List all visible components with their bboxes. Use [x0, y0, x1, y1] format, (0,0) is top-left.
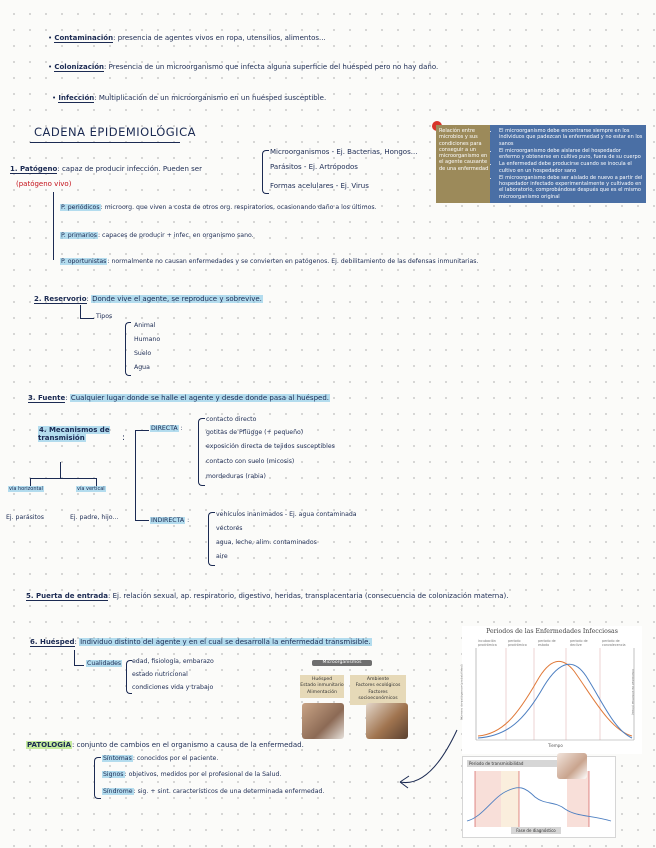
patologia-text: conjunto de cambios en el organismo a causa de la enfermedad.	[76, 741, 304, 749]
diagram-left-item: Alimentación	[306, 689, 338, 695]
term: Infección	[58, 94, 95, 102]
patologia-desc: sig. + sint. característicos de una determinada enfermedad.	[137, 788, 325, 795]
type-item: Microorganismos - Ej. Bacterias, Hongos...	[270, 148, 418, 156]
definition-contaminacion: • Contaminación: presencia de agentes vivos en ropa, utensilios, alimentos...	[48, 34, 326, 42]
patologia-desc: objetivos, medidos por el profesional de la Salud.	[128, 771, 282, 778]
type-item: Parásitos - Ej. Artrópodos	[270, 163, 358, 171]
chart1-orange-curve	[478, 661, 632, 736]
diagram-right-item: Factores ecológicos	[355, 683, 401, 689]
definition-text: Presencia de un microorganismo que infecta alguna superficie del huésped pero no hay daño.	[108, 63, 439, 71]
sub-text: capaces de producir + infec. en organismo sano.	[102, 232, 254, 239]
chart1-period-label: período de estado	[538, 639, 556, 647]
definition-colonizacion: • Colonización: Presencia de un microorganismo que infecta alguna superficie del huésped pero no hay daño.	[48, 63, 439, 71]
cualidades-head	[86, 660, 122, 667]
section-text: Ej. relación sexual, ap. respiratorio, digestivo, heridas, transplacentaria (consecuencia de colonización materna).	[112, 592, 509, 600]
diagram-right-item: Factores socioeconómicos	[358, 689, 398, 702]
patologia-label: PATOLOGÍA	[27, 741, 72, 749]
section-text: Cualquier lugar donde se halle el agente y desde donde pasa al huésped.	[70, 394, 329, 402]
mecanismos-bottom-arm	[135, 520, 149, 521]
card-right	[490, 125, 646, 203]
patogeno-note: (patógeno vivo)	[16, 180, 72, 188]
title-text: CADENA EPIDEMIOLÓGICA	[34, 125, 196, 139]
indirecta-item: aire	[216, 553, 228, 560]
chart1-title: Periodos de las Enfermedades Infecciosas	[486, 628, 618, 635]
mecanismos-trunk	[135, 430, 136, 520]
chart1-period-label: período prodrómico	[508, 639, 527, 647]
patologia-brace	[94, 757, 101, 799]
tipos-brace	[125, 322, 131, 376]
cualidad-item: estado nutricional	[132, 671, 188, 678]
colon-mark: :	[122, 433, 126, 443]
patologia-sintomas: Síntomas: conocidos por el paciente.	[103, 755, 219, 762]
via-bar	[30, 478, 96, 479]
section-text: capaz de producir infección. Pueden ser	[61, 165, 202, 173]
section-huesped: 6. Huésped: Individuo distinto del agente y en el cual se desarrolla la enfermedad transmisible.	[30, 638, 371, 646]
section-label: 3. Fuente	[28, 394, 66, 402]
definition-infeccion: • Infección: Multiplicación de un microorganismo en un huésped susceptible.	[52, 94, 327, 102]
diagram-top	[312, 660, 372, 666]
huesped-connector-h	[74, 665, 84, 666]
sub-text: normalmente no causan enfermedades y se convierten en patógenos. Ej. debilitamiento de las defensas inmunitarias.	[111, 258, 479, 265]
cualidad-item: condiciones vida y trabajo	[132, 684, 214, 691]
chart1-period-label: incubación prodrómica	[478, 639, 497, 647]
chart1-ylabel-left: Número de patógenos (probabilidad)	[459, 664, 464, 720]
via-left-leg	[30, 478, 31, 486]
chart1-xlabel: Tiempo	[548, 743, 563, 748]
page-title	[34, 126, 196, 139]
tipo-item: Humano	[134, 336, 161, 343]
sub-text: microorg. que viven a costa de otros org. respiratorios, ocasionando daño a los últimos.	[104, 204, 377, 211]
card-bullet: • El microorganismo debe aislarse del hospedador enfermo y obtenerse en cultivo puro, fuera de su cuerpo	[499, 148, 643, 161]
patient-photo-1	[302, 703, 344, 739]
definition-text: Multiplicación de un microorganismo en un huésped susceptible.	[98, 94, 327, 102]
type-item: Formas acelulares - Ej. Virus	[270, 182, 369, 190]
section-patogeno: 1. Patógeno: capaz de producir infección. Pueden ser	[10, 165, 202, 173]
via-right-leg	[96, 478, 97, 486]
directa-item: exposición directa de tejidos susceptibles	[206, 443, 335, 450]
mecanismos-top-arm	[135, 430, 149, 431]
patologia-sindrome: Síndrome: sig. + sint. característicos de una determinada enfermedad.	[103, 788, 325, 795]
sub-term: P. oportunistas	[61, 258, 107, 265]
chart2-top-label: Periodo de transmisibilidad	[467, 760, 557, 767]
via-stem	[60, 462, 61, 478]
via-vertical-label: vía vertical	[77, 486, 105, 492]
section-label: 5. Puerta de entrada	[26, 592, 108, 600]
tipo-item: Agua	[134, 364, 150, 371]
section-mecanismos	[38, 426, 118, 442]
tipo-item: Suelo	[134, 350, 152, 357]
section-puerta: 5. Puerta de entrada: Ej. relación sexual, ap. respiratorio, digestivo, heridas, transplacentaria (consecuencia de colonización materna).	[26, 592, 509, 600]
reservorio-connector	[80, 305, 81, 319]
section-text: Donde vive el agente, se reproduce y sobrevive.	[92, 295, 262, 303]
card-bullet: • El microorganismo debe encontrarse siempre en los individuos que padezcan la enfermedad y no estar en los sanos	[499, 128, 643, 147]
transmissibility-chart	[462, 756, 616, 838]
section-label: 6. Huésped	[30, 638, 75, 646]
via-horizontal-example: Ej. parásitos	[6, 514, 44, 521]
sub-periodicos: P. periódicos: microorg. que viven a costa de otros org. respiratorios, ocasionando daño a los últimos.	[61, 204, 377, 211]
chart2-bottom-label: Fase de diagnóstico	[511, 827, 561, 834]
tipos-label: Tipos	[96, 313, 113, 320]
via-vertical-example: Ej. padre, hijo...	[70, 514, 119, 521]
term: Colonización	[54, 63, 105, 71]
chart2-svg	[463, 757, 615, 837]
card-bullet: • El microorganismo debe ser aislado de nuevo a partir del hospedador infectado experimentalmente y cultivado en el laboratorio, comprobándose después que es el mismo microorganismo original	[499, 175, 643, 200]
indirecta-label: INDIRECTA	[151, 517, 185, 524]
patologia-term: Síntomas	[103, 755, 132, 762]
patologia-signos: Signos: objetivos, medidos por el profesional de la Salud.	[103, 771, 282, 778]
indirecta-head: INDIRECTA :	[151, 517, 190, 524]
diagram-left	[300, 675, 344, 698]
sub-term: P. periódicos	[61, 204, 100, 211]
infection-periods-chart	[459, 626, 642, 754]
chart1-period-label: periodo de declive	[570, 639, 588, 647]
cualidad-item: edad, fisiología, embarazo	[132, 658, 214, 665]
patologia-term: Síndrome	[103, 788, 133, 795]
directa-item: mordeduras (rabia)	[206, 473, 266, 480]
via-horizontal	[8, 487, 44, 493]
patologia-desc: conocidos por el paciente.	[136, 755, 219, 762]
patogeno-connector	[53, 192, 54, 260]
reservorio-connector-h	[80, 318, 94, 319]
chart1-ylabel-right: Intensidad de síntomas (línea)	[630, 669, 635, 715]
sub-primarios: P. primarios: capaces de producir + infec. en organismo sano.	[61, 232, 254, 239]
diagram-right	[350, 675, 406, 705]
diagram-right-item: Ambiente	[366, 677, 390, 682]
term: Contaminación	[54, 34, 114, 42]
section-label: 1. Patógeno	[10, 165, 58, 173]
section-patologia: PATOLOGÍA: conjunto de cambios en el organismo a causa de la enfermedad.	[27, 741, 304, 749]
tipo-item: Animal	[134, 322, 156, 329]
card-left-text: Relación entre microbios y sus condiciones para conseguir a un microorganismo en el agente causante de una enfermedad	[439, 128, 489, 172]
directa-item: contacto con suelo (micosis)	[206, 458, 295, 465]
title-underline	[30, 142, 180, 143]
types-brace	[262, 150, 269, 194]
section-fuente: 3. Fuente: Cualquier lugar donde se halle el agente y desde donde pasa al huésped.	[28, 394, 329, 402]
indirecta-brace	[208, 512, 215, 566]
sub-term: P. primarios	[61, 232, 97, 239]
card-bullet: • La enfermedad debe producirse cuando se inocula el cultivo en un hospedador sano	[499, 161, 643, 174]
connector-arrow-icon	[395, 720, 465, 790]
diagram-top-label: Microorganismos	[322, 660, 362, 665]
diagram-left-item: Estado inmunitario	[300, 683, 344, 689]
diagram-left-item: Huésped	[311, 677, 333, 682]
cualidades-label: Cualidades	[87, 660, 122, 667]
directa-brace	[198, 418, 205, 486]
via-horizontal-label: vía horizontal	[9, 486, 43, 492]
card-left	[436, 125, 495, 203]
directa-item: gotitas de Pflügge (+ pequeño)	[206, 429, 304, 436]
section-label: 2. Reservorio	[34, 295, 87, 303]
indirecta-item: vehículos inanimados - Ej. agua contaminada	[216, 511, 357, 518]
directa-head: DIRECTA :	[151, 425, 183, 432]
chart1-period-label: período de convalecencia	[602, 639, 626, 647]
section-text: Individuo distinto del agente y en el cual se desarrolla la enfermedad transmisible.	[80, 638, 371, 646]
definition-text: presencia de agentes vivos en ropa, utensilios, alimentos...	[117, 34, 326, 42]
via-vertical	[76, 487, 106, 493]
section-label: 4. Mecanismos de transmisión	[38, 426, 110, 443]
card-bullet-list	[493, 128, 643, 200]
sub-oportunistas: P. oportunistas: normalmente no causan enfermedades y se convierten en patógenos. Ej. debilitamiento de las defensas inmunitarias.	[61, 258, 479, 265]
indirecta-item: agua, leche, alim. contaminados	[216, 539, 317, 546]
section-reservorio: 2. Reservorio: Donde vive el agente, se reproduce y sobrevive.	[34, 295, 262, 303]
indirecta-item: vectores	[216, 525, 243, 532]
huesped-connector	[74, 650, 75, 666]
directa-label: DIRECTA	[151, 425, 178, 432]
chart2-photo	[557, 753, 587, 779]
directa-item: contacto directo	[206, 416, 257, 423]
patologia-term: Signos	[103, 771, 124, 778]
